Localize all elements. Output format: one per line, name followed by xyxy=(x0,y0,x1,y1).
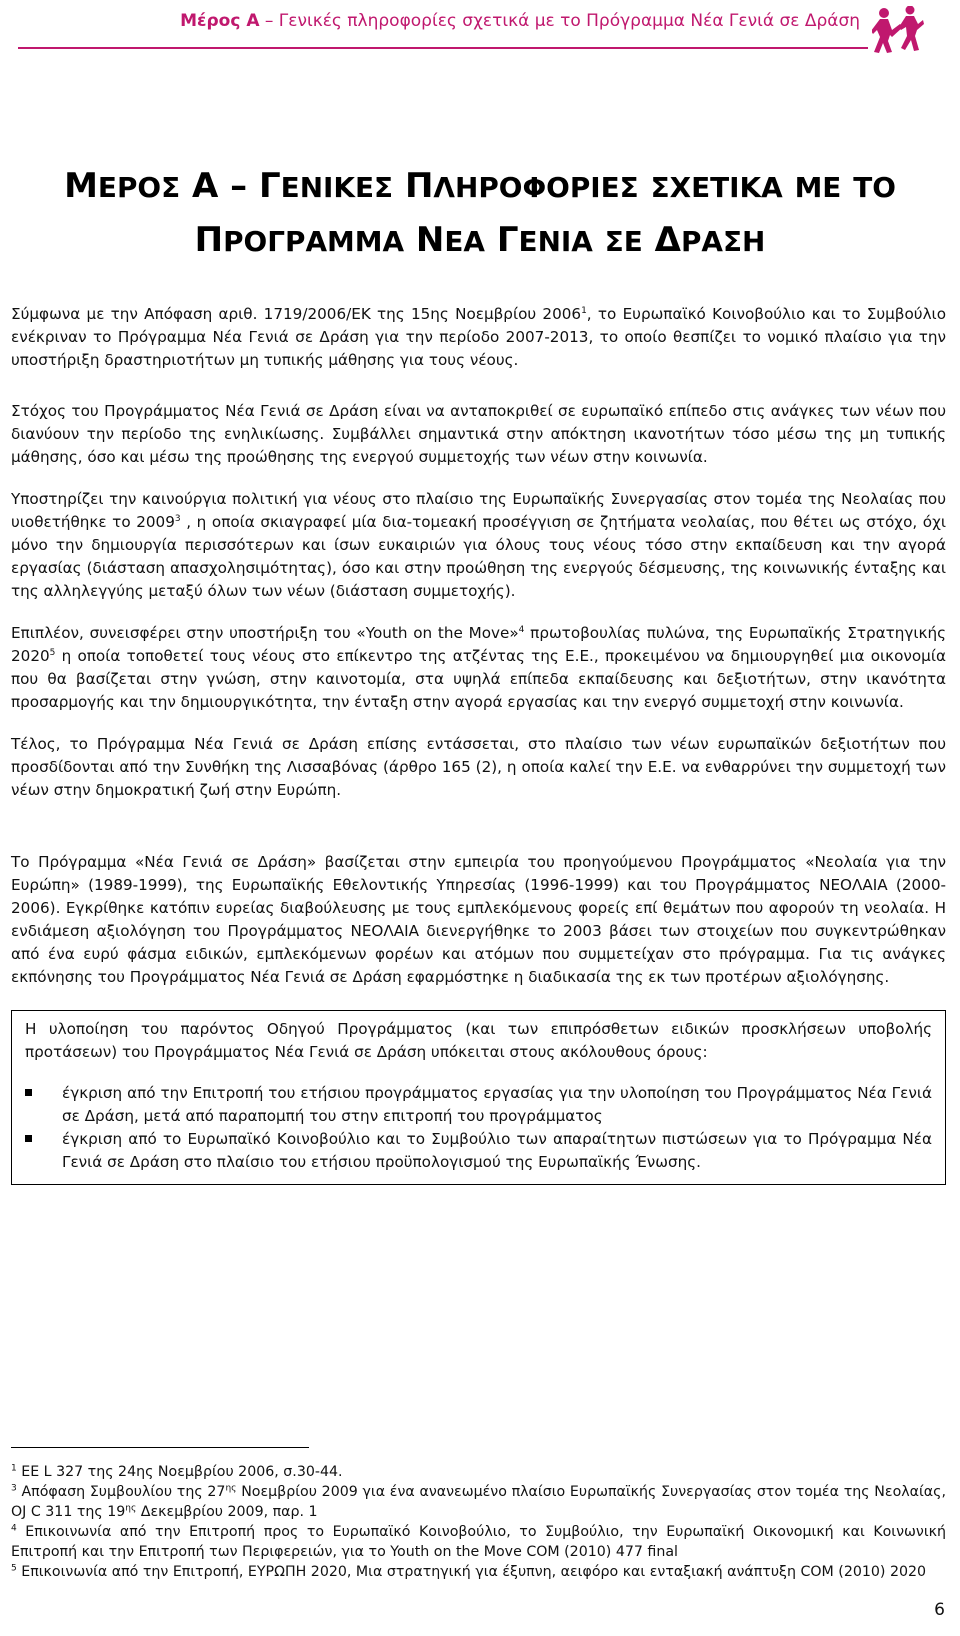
title-word: Α xyxy=(191,166,219,206)
footnote-ref: 5 xyxy=(49,647,56,658)
square-bullet-icon xyxy=(25,1089,32,1096)
paragraph-history: Το Πρόγραμμα «Νέα Γενιά σε Δράση» βασίζεται στην εμπειρία του προηγούμενου Προγράμματος «Νεολαία για την Ευρώπη» (1989-1999), της Ευρωπαϊκής Εθελοντικής Υπηρεσίας (1996-1999) και του Προγράμματος ΝΕΟΛΑΙΑ (2000-2006). Εγκρίθηκε κατόπιν ευρείας διαβούλευσης με τους εμπλεκόμενους φορείς επί θεμάτων που αφορούν τη νεολαία. Η ενδιάμεση αξιολόγηση του Προγράμματος ΝΕΟΛΑΙΑ διενεργήθηκε το 2003 βάσει των στοιχείων που συγκεντρώθηκαν από ένα ευρύ φάσμα ειδικών, εμπλεκόμενων φορέων και ατόμων που συμμετείχαν στο πρόγραμμα. Για τις ανάγκες εκπόνησης του Προγράμματος Νέα Γενιά σε Δράση εφαρμόστηκε η διαδικασία της εκ των προτέρων αξιολόγησης. xyxy=(11,853,946,986)
title-word: ΔΡΑΣΗ xyxy=(654,220,766,260)
footnotes xyxy=(11,1462,946,1582)
title-word: ΤΟ xyxy=(853,171,896,204)
title-word: ΣΧΕΤΙΚΑ xyxy=(650,171,783,204)
list-item: έγκριση από το Ευρωπαϊκό Κοινοβούλιο και το Συμβούλιο των απαραίτητων πιστώσεων για το Πρόγραμμα Νέα Γενιά σε Δράση στο πλαίσιο του ετήσιου προϋπολογισμού της Ευρωπαϊκής Ένωσης. xyxy=(25,1128,932,1174)
footnote-1: $^1$ ΕΕ L 327 της 24ης Νοεμβρίου 2006, σ.30-44. xyxy=(11,1463,343,1480)
footnote-5: $^5$ Επικοινωνία από την Επιτροπή, ΕΥΡΩΠΗ 2020, Μια στρατηγική για έξυπνη, αειφόρο και ενταξιακή ανάπτυξη COM (2010) 2020 xyxy=(11,1563,927,1580)
title-word: ΝΕΑ xyxy=(415,220,486,260)
title-word: ΠΛΗΡΟΦΟΡΙΕΣ xyxy=(404,166,639,206)
footnote-ref: 4 xyxy=(518,624,525,635)
conditions-intro: Η υλοποίηση του παρόντος Οδηγού Προγράμματος (και των επιπρόσθετων ειδικών προσκλήσεων υποβολής προτάσεων) του Προγράμματος Νέα Γενιά σε Δράση υπόκειται στους ακόλουθους όρους: xyxy=(25,1020,932,1061)
footnote-ref: 3 xyxy=(174,513,181,524)
conditions-list xyxy=(25,1082,932,1174)
paragraph-decision: Σύμφωνα με την Απόφαση αριθ. 1719/2006/ΕΚ της 15ης Νοεμβρίου 2006$^1$, το Ευρωπαϊκό Κοινοβούλιο και το Συμβούλιο ενέκριναν το Πρόγραμμα Νέα Γενιά σε Δράση για την περίοδο 2007-2013, το οποίο θεσπίζει το νομικό πλαίσιο για την υποστήριξη δραστηριοτήτων μη τυπικής μάθησης για τους νέους. xyxy=(11,305,946,369)
title-line-2 xyxy=(0,214,960,268)
footnote-ref: 1 xyxy=(581,305,587,316)
title-word: – xyxy=(230,166,248,206)
title-word: ΓΕΝΙΚΕΣ xyxy=(259,166,394,206)
title-word: ΜΕ xyxy=(794,171,842,204)
paragraph-aim: Στόχος του Προγράμματος Νέα Γενιά σε Δράση είναι να ανταποκριθεί σε ευρωπαϊκό επίπεδο στις ανάγκες των νέων που διανύουν την περίοδο της ενηλικίωσης. Συμβάλλει σημαντικά στην απόκτηση ικανοτήτων τόσο μέσω της μη τυπικής μάθησης, όσο και μέσω της προώθησης της ενεργού συμμετοχής των νέων στην κοινωνία. xyxy=(11,402,946,466)
page-title xyxy=(0,160,960,268)
title-word: ΣΕ xyxy=(604,225,643,258)
paragraph-lisbon-treaty: Τέλος, το Πρόγραμμα Νέα Γενιά σε Δράση επίσης εντάσσεται, στο πλαίσιο των νέων ευρωπαϊκών δεξιοτήτων που προσδίδονται από την Συνθήκη της Λισσαβόνας (άρθρο 165 (2), η οποία καλεί την Ε.Ε. να ενθαρρύνει την συμμετοχή των νέων στην δημοκρατική ζωή στην Ευρώπη. xyxy=(11,735,946,799)
running-header xyxy=(180,11,860,31)
paragraph-policy: Υποστηρίζει την καινούργια πολιτική για νέους στο πλαίσιο της Ευρωπαϊκής Συνεργασίας στον τομέα της Νεολαίας που υιοθετήθηκε το 2009$^3$ , η οποία σκιαγραφεί μία δια-τομεακή προσέγγιση σε ζητήματα νεολαίας, που θέτει ως στόχο, όχι μόνο την δημιουργία περισσότερων και ίσων ευκαιριών για όλους τους νέους τόσο στην εκπαίδευση και την αγορά εργασίας (διάσταση απασχολησιμότητας), όσο και στην προώθηση της ενεργούς δέσμευσης, της κοινωνικής ένταξης και της αλληλεγγύης μεταξύ όλων των νέων (διάσταση συμμετοχής). xyxy=(11,490,947,600)
running-header-rest: – Γενικές πληροφορίες σχετικά με το Πρόγραμμα Νέα Γενιά σε Δράση xyxy=(259,11,860,31)
title-word: ΜΕΡΟΣ xyxy=(64,166,181,206)
title-line-1 xyxy=(0,160,960,214)
paragraph-youth-on-the-move: Επιπλέον, συνεισφέρει στην υποστήριξη του «Youth on the Move»$^4$ πρωτοβουλίας πυλώνα, της Ευρωπαϊκής Στρατηγικής 2020$^5$ η οποία τοποθετεί τους νέους στο επίκεντρο της ατζέντας της Ε.Ε., προκειμένου να δημιουργηθεί μια οικονομία που θα βασίζεται στην γνώση, στην καινοτομία, στα υψηλά επίπεδα εκπαίδευσης και δεξιοτήτων, στην ικανότητα προσαρμογής και την δημιουργικότητα, την ένταξη στην αγορά εργασίας και την ενεργό συμμετοχή στην κοινωνία. xyxy=(11,624,946,711)
square-bullet-icon xyxy=(25,1135,32,1142)
footnote-4: $^4$ Επικοινωνία από την Επιτροπή προς το Ευρωπαϊκό Κοινοβούλιο, το Συμβούλιο, την Ευρωπαϊκή Οικονομική και Κοινωνική Επιτροπή και την Επιτροπή των Περιφερειών, για το Youth on the Move COM (2010) 477 final xyxy=(11,1523,946,1560)
running-header-part: Μέρος Α xyxy=(180,11,260,31)
title-word: ΠΡΟΓΡΑΜΜΑ xyxy=(194,220,405,260)
youth-in-action-logo xyxy=(872,6,924,54)
title-word: ΓΕΝΙΑ xyxy=(496,220,593,260)
list-item: έγκριση από την Επιτροπή του ετήσιου προγράμματος εργασίας για την υλοποίηση του Προγράμματος Νέα Γενιά σε Δράση, μετά από παραπομπή του στην επιτροπή του προγράμματος xyxy=(25,1082,932,1128)
footnote-separator xyxy=(11,1447,309,1448)
conditions-box xyxy=(11,1010,946,1185)
page-number: 6 xyxy=(934,1600,945,1620)
header-rule xyxy=(18,47,868,49)
main-content xyxy=(11,303,946,1185)
footnote-3: $^3$ Απόφαση Συμβουλίου της $27^{\eta\varsigma}$ Νοεμβρίου 2009 για ένα ανανεωμένο πλαίσιο Ευρωπαϊκής Συνεργασίας στον τομέα της Νεολαίας, ΟJ C 311 της $19^{\eta\varsigma}$ Δεκεμβρίου 2009, παρ. 1 xyxy=(11,1483,946,1520)
